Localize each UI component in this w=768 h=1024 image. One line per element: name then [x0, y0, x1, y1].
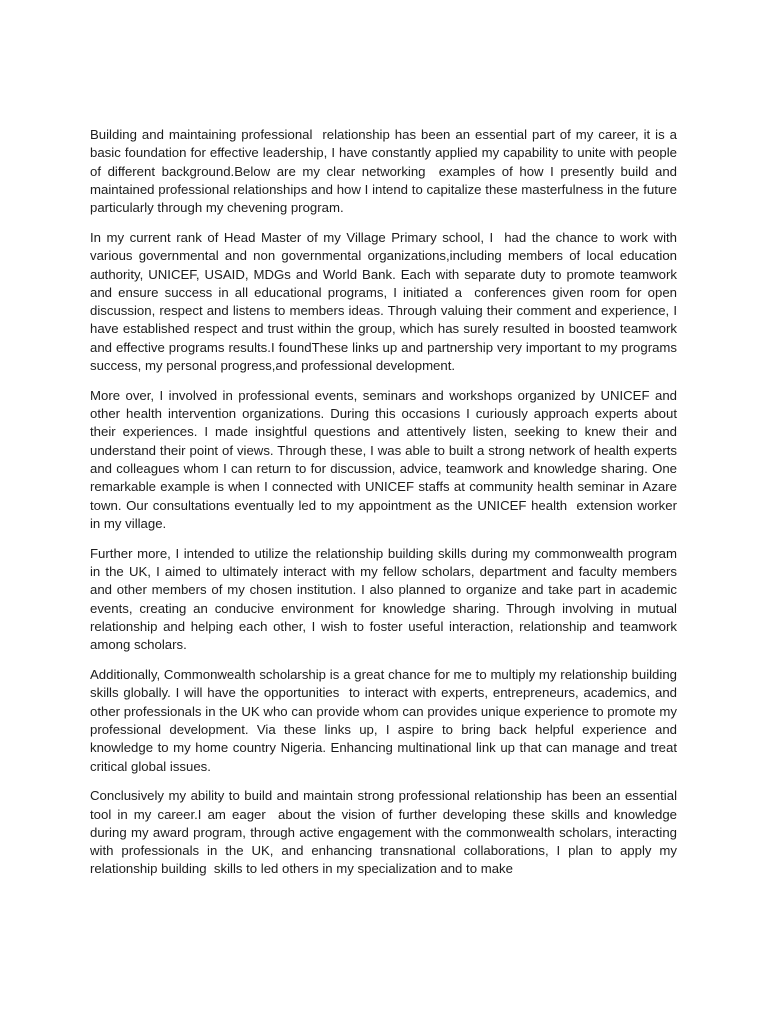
essay-body [90, 126, 685, 890]
paragraph-2: In my current rank of Head Master of my Village Primary school, I had the chance to work with various governmental and non governmental organizations,including members of local education authority, UNICEF, USAID, MDGs and World Bank. Each with separate duty to promote teamwork and ensure success in all educational programs, I initiated a conferences given room for open discussion, respect and listens to members ideas. Through valuing their comment and experience, I have established respect and trust within the group, which has surely resulted in boosted teamwork and effective programs results.I foundThese links up and partnership very important to my programs success, my personal progress,and professional development. [90, 229, 681, 374]
paragraph-3: More over, I involved in professional events, seminars and workshops organized by UNICEF and other health intervention organizations. During this occasions I curiously approach experts about their experiences. I made insightful questions and attentively listen, seeking to knew their and understand their point of views. Through these, I was able to built a strong network of health experts and colleagues whom I can return to for discussion, advice, teamwork and knowledge sharing. One remarkable example is when I connected with UNICEF staffs at community health seminar in Azare town. Our consultations eventually led to my appointment as the UNICEF health extension worker in my village. [90, 387, 681, 531]
paragraph-1: Building and maintaining professional relationship has been an essential part of my career, it is a basic foundation for effective leadership, I have constantly applied my capability to unite with people of different background.Below are my clear networking examples of how I presently build and maintained professional relationships and how I intend to capitalize these masterfulness in the future particularly through my chevening program. [90, 127, 685, 216]
paragraph-4: Further more, I intended to utilize the relationship building skills during my commonwealth program in the UK, I aimed to ultimately interact with my fellow scholars, department and faculty members and other members of my chosen institution. I also planned to organize and take part in academic events, creating an conducive environment for knowledge sharing. Through involving in mutual relationship and helping each other, I wish to foster useful interaction, relationship and teamwork among scholars. [90, 545, 681, 653]
paragraph-5: Additionally, Commonwealth scholarship is a great chance for me to multiply my relationship building skills globally. I will have the opportunities to interact with experts, entrepreneurs, academics, and other professionals in the UK who can provide whom can provides unique experience to promote my professional development. Via these links up, I aspire to bring back helpful experience and knowledge to my home country Nigeria. Enhancing multinational link up that can manage and treat critical global issues. [90, 667, 681, 774]
paragraph-6: Conclusively my ability to build and maintain strong professional relationship has been an essential tool in my career.I am eager about the vision of further developing these skills and knowledge during my award program, through active engagement with the commonwealth scholars, interacting with professionals in the UK, and enhancing transnational collaborations, I plan to apply my relationship building skills to led others in my specialization and to make [90, 788, 681, 877]
